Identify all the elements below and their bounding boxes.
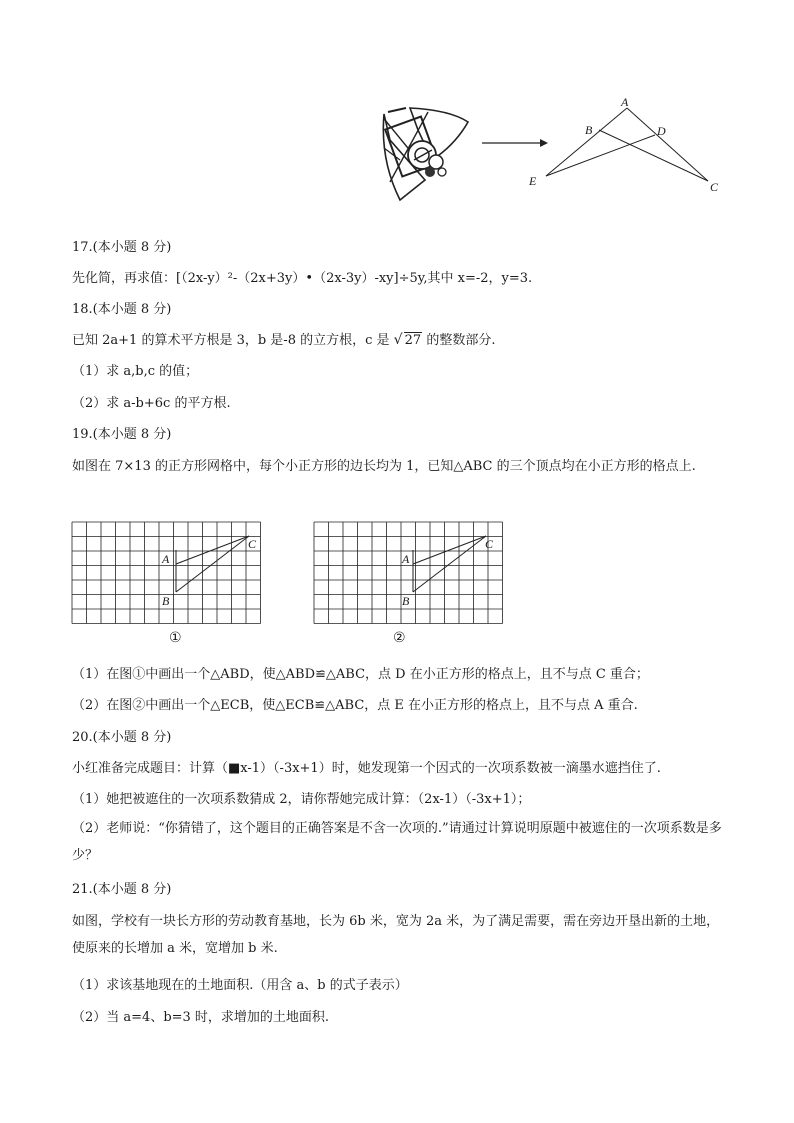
fig1-label: ① — [169, 630, 182, 646]
sqrt-expression — [394, 331, 423, 351]
triangle-label-d: D — [657, 124, 666, 138]
q21-text: 如图，学校有一块长方形的劳动教育基地，长为 6b 米，宽为 2a 米，为了满足需要，需在旁边开垦出新的土地，使原来的长增加 a 米，宽增加 b 米. — [72, 914, 720, 956]
q19-header: 19.(本小题 8 分) — [72, 427, 172, 442]
q20-text: 小红准备完成题目：计算（■x-1）（-3x+1）时，她发现第一个因式的一次项系数被一滴墨水遮挡住了. — [72, 761, 661, 776]
triangle-label-e: E — [529, 174, 537, 188]
sqrt-radicand: 27 — [404, 333, 422, 348]
q18-part2: （2）求 a-b+6c 的平方根. — [72, 396, 231, 411]
grid-figure-2 — [312, 520, 508, 624]
sqrt-sign: √ — [393, 332, 403, 348]
q20-header: 20.(本小题 8 分) — [72, 730, 172, 745]
q19-part2: （2）在图②中画出一个△ECB，使△ECB≌△ABC，点 E 在小正方形的格点上，且不与点 A 重合. — [72, 698, 638, 713]
q21-part2: （2）当 a=4、b=3 时，求增加的土地面积. — [72, 1010, 330, 1025]
q18-text-a: 已知 2a+1 的算术平方根是 3，b 是-8 的立方根，c 是 — [72, 333, 394, 348]
q18-header: 18.(本小题 8 分) — [72, 302, 172, 317]
q21-part1: （1）求该基地现在的土地面积.（用含 a、b 的式子表示） — [72, 978, 408, 993]
triangle-label-b: B — [585, 123, 593, 137]
grid1-label-c: C — [248, 537, 257, 551]
grid-lines-2 — [314, 522, 503, 624]
kite-figure — [370, 100, 480, 210]
grid2-label-c: C — [485, 537, 494, 551]
q20-part1: （1）她把被遮住的一次项系数猜成 2，请你帮她完成计算：（2x-1）（-3x+1）； — [72, 792, 531, 807]
grid2-label-a: A — [402, 552, 410, 566]
grid2-label-b: B — [402, 594, 410, 608]
q18-text-b: 的整数部分. — [422, 333, 496, 348]
q17-text: 先化简，再求值：[（2x-y）²-（2x+3y）•（2x-3y）-xy]÷5y,其中 x=-2，y=3. — [72, 271, 533, 286]
q18-part1: （1）求 a,b,c 的值； — [72, 364, 199, 379]
q20-part2: （2）老师说：“你猜错了，这个题目的正确答案是不含一次项的.”请通过计算说明原题中被遮住的一次项系数是多少？ — [72, 821, 722, 863]
fig2-label: ② — [393, 630, 406, 646]
grid1-label-a: A — [162, 552, 170, 566]
triangle-label-a: A — [621, 95, 629, 109]
q18-text — [72, 331, 495, 351]
q17-header: 17.(本小题 8 分) — [72, 240, 172, 255]
grid1-label-b: B — [162, 594, 170, 608]
q19-text: 如图在 7×13 的正方形网格中，每个小正方形的边长均为 1，已知△ABC 的三个顶点均在小正方形的格点上. — [72, 459, 696, 474]
triangle-label-c: C — [710, 180, 719, 194]
q21-header: 21.(本小题 8 分) — [72, 882, 172, 897]
grid-figure-1 — [70, 520, 266, 624]
grid-lines-1 — [72, 522, 261, 624]
q19-part1: （1）在图①中画出一个△ABD，使△ABD≌△ABC，点 D 在小正方形的格点上，且不与点 C 重合； — [72, 667, 649, 682]
triangle-figure — [525, 94, 730, 200]
